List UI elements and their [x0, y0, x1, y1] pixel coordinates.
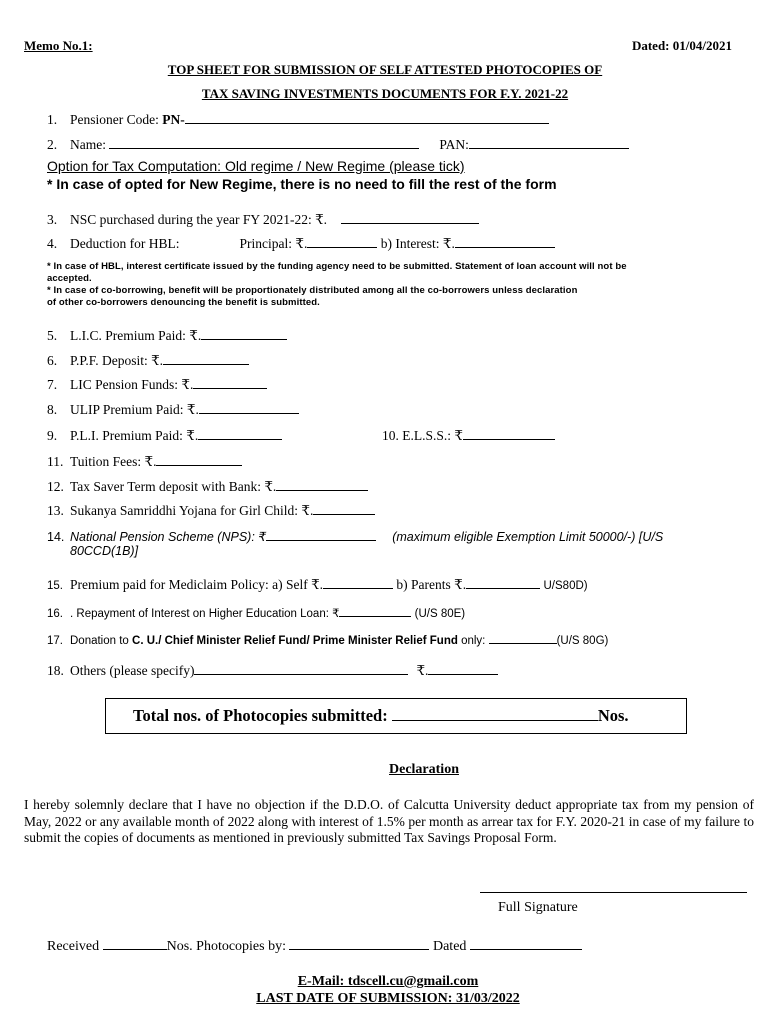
- total-photocopies-field[interactable]: [392, 705, 598, 721]
- new-regime-note: * In case of opted for New Regime, there is no need to fill the rest of the form: [47, 176, 557, 192]
- item-tuition: 11. Tuition Fees: ₹.: [47, 453, 242, 470]
- item-nsc: 3. NSC purchased during the year FY 2021-22: ₹.: [47, 211, 479, 228]
- item-mediclaim: 15. Premium paid for Mediclaim Policy: a) Self ₹. b) Parents ₹. U/S80D): [47, 577, 588, 592]
- hbl-note-line-4: of other co-borrowers denouncing the benefit is submitted.: [47, 297, 320, 308]
- item-tax-saver-fd: 12. Tax Saver Term deposit with Bank: ₹.: [47, 478, 368, 495]
- hbl-note-line-3: * In case of co-borrowing, benefit will be proportionately distributed among all the co-borrowers unless declaration: [47, 285, 578, 296]
- hbl-note-line-2: accepted.: [47, 273, 92, 284]
- declaration-heading: Declaration: [389, 762, 459, 777]
- item-nps-section: 80CCD(1B)]: [70, 544, 139, 558]
- memo-number: Memo No.1:: [24, 38, 93, 53]
- hbl-note-line-1: * In case of HBL, interest certificate issued by the funding agency need to be submitted. Statement of loan account will not be: [47, 261, 627, 272]
- item-donation: 17. Donation to C. U./ Chief Minister Relief Fund/ Prime Minister Relief Fund only: (U/S 80G): [47, 635, 609, 647]
- mediclaim-self-field[interactable]: [323, 576, 393, 589]
- item-hbl: 4. Deduction for HBL: Principal: ₹. b) Interest: ₹.: [47, 235, 555, 252]
- received-by-field[interactable]: [289, 937, 429, 950]
- total-photocopies-box: [105, 698, 687, 734]
- item-nps: 14. National Pension Scheme (NPS): ₹ (maximum eligible Exemption Limit 50000/-) [U/S: [47, 530, 664, 544]
- page-title-line-2: TAX SAVING INVESTMENTS DOCUMENTS FOR F.Y. 2021-22: [201, 86, 569, 101]
- education-loan-field[interactable]: [339, 606, 411, 617]
- received-date-field[interactable]: [470, 937, 582, 950]
- pli-field[interactable]: [198, 427, 282, 440]
- item-lic-pension: 7. LIC Pension Funds: ₹.: [47, 376, 267, 393]
- ulip-field[interactable]: [199, 401, 299, 414]
- hbl-principal-field[interactable]: [307, 235, 377, 248]
- item-education-loan: 16. . Repayment of Interest on Higher Education Loan: ₹ (U/S 80E): [47, 608, 466, 620]
- pan-field[interactable]: [469, 136, 629, 149]
- elss-field[interactable]: [463, 427, 555, 440]
- footer-email[interactable]: E-Mail: tdscell.cu@gmail.com: [297, 974, 479, 989]
- page-title-line-1: TOP SHEET FOR SUBMISSION OF SELF ATTESTED PHOTOCOPIES OF: [167, 62, 603, 77]
- item-name: 2. Name: PAN:: [47, 136, 629, 153]
- nps-field[interactable]: [266, 528, 376, 541]
- item-pli: 9. P.L.I. Premium Paid: ₹.: [47, 427, 282, 444]
- declaration-text: I hereby solemnly declare that I have no objection if the D.D.O. of Calcutta University deduct appropriate tax from my pension of May, 2022 or any available month of 2022 along with interest of 1.5% per month as arrear tax for F.Y. 2020-21 in case of my failure to submit the copies of documents as mentioned in previously submitted Tax Savings Proposal Form.: [24, 797, 754, 845]
- hbl-interest-field[interactable]: [455, 235, 555, 248]
- name-field[interactable]: [109, 136, 419, 149]
- item-others: 18. Others (please specify) ₹.: [47, 662, 498, 679]
- mediclaim-parents-field[interactable]: [466, 576, 540, 589]
- others-amount-field[interactable]: [428, 662, 498, 675]
- ppf-field[interactable]: [163, 352, 249, 365]
- nsc-field[interactable]: [341, 211, 479, 224]
- item-ppf: 6. P.P.F. Deposit: ₹.: [47, 352, 249, 369]
- lic-premium-field[interactable]: [201, 327, 287, 340]
- signature-label: Full Signature: [498, 900, 578, 915]
- received-count-field[interactable]: [103, 937, 167, 950]
- tax-regime-option[interactable]: Option for Tax Computation: Old regime / New Regime (please tick): [47, 158, 465, 174]
- item-pensioner-code: 1. Pensioner Code: PN-: [47, 111, 549, 128]
- lic-pension-field[interactable]: [193, 376, 267, 389]
- footer-last-date: LAST DATE OF SUBMISSION: 31/03/2022: [256, 991, 520, 1006]
- sukanya-field[interactable]: [313, 502, 375, 515]
- donation-field[interactable]: [489, 633, 557, 644]
- item-lic-premium: 5. L.I.C. Premium Paid: ₹.: [47, 327, 287, 344]
- tax-saver-fd-field[interactable]: [276, 478, 368, 491]
- item-sukanya: 13. Sukanya Samriddhi Yojana for Girl Child: ₹.: [47, 502, 375, 519]
- item-elss: 10. E.L.S.S.: ₹: [382, 427, 555, 444]
- item-ulip: 8. ULIP Premium Paid: ₹.: [47, 401, 299, 418]
- others-specify-field[interactable]: [194, 662, 408, 675]
- tuition-field[interactable]: [156, 453, 242, 466]
- signature-line[interactable]: [480, 892, 747, 893]
- memo-date: Dated: 01/04/2021: [631, 38, 732, 53]
- pensioner-code-field[interactable]: [185, 111, 549, 124]
- total-photocopies-suffix: Nos.: [597, 706, 629, 725]
- received-row: Received Nos. Photocopies by: Dated: [47, 937, 582, 955]
- total-photocopies-label: Total nos. of Photocopies submitted:: [133, 706, 392, 725]
